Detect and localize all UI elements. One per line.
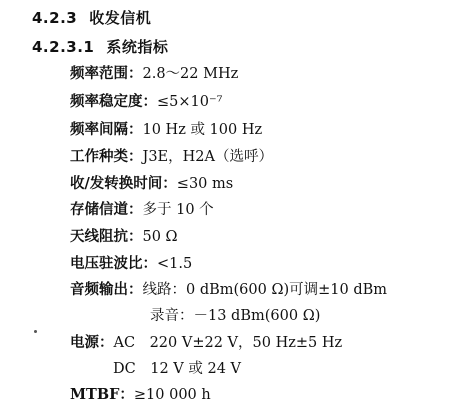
spec-value: AC 220 V±22 V，50 Hz±5 Hz xyxy=(113,335,343,351)
spec-vswr xyxy=(70,254,192,274)
print-speck xyxy=(34,330,37,333)
spec-frequency-stability xyxy=(70,92,222,112)
spec-value: 10 Hz 或 100 Hz xyxy=(142,122,263,138)
spec-label: 电压驻波比： xyxy=(70,255,157,272)
spec-value: <1.5 xyxy=(157,256,193,272)
spec-value: J3E，H2A（选呼） xyxy=(142,149,273,165)
subsection-number: 4.2.3.1 xyxy=(32,38,95,56)
section-heading xyxy=(32,7,151,28)
spec-audio-output-record xyxy=(150,306,320,326)
spec-value: 录音：－13 dBm(600 Ω) xyxy=(150,308,321,324)
spec-value: DC 12 V 或 24 V xyxy=(113,361,242,377)
spec-value: ≤5×10⁻⁷ xyxy=(157,94,223,110)
spec-value: 50 Ω xyxy=(142,229,178,245)
spec-label: 收/发转换时间： xyxy=(70,175,177,192)
spec-frequency-range xyxy=(70,64,238,84)
spec-label: 频率范围： xyxy=(70,65,143,82)
spec-label: 电源： xyxy=(70,334,114,351)
spec-mtbf xyxy=(70,385,211,405)
spec-label: 天线阻抗： xyxy=(70,228,143,245)
spec-memory-channels xyxy=(70,200,214,220)
spec-audio-output-line xyxy=(70,280,387,300)
spec-power-dc xyxy=(113,359,241,379)
spec-value: ≤30 ms xyxy=(176,176,234,192)
spec-frequency-spacing xyxy=(70,120,262,140)
spec-value: 线路：0 dBm(600 Ω)可调±10 dBm xyxy=(142,282,388,298)
spec-label: 频率间隔： xyxy=(70,121,143,138)
spec-label: 工作种类： xyxy=(70,148,143,165)
spec-label: MTBF： xyxy=(70,386,134,403)
spec-value: ≥10 000 h xyxy=(133,387,211,403)
spec-switch-time xyxy=(70,174,233,194)
subsection-heading xyxy=(32,36,168,57)
spec-operating-mode xyxy=(70,147,273,167)
spec-antenna-impedance xyxy=(70,227,178,247)
spec-label: 频率稳定度： xyxy=(70,93,157,110)
spec-value: 多于 10 个 xyxy=(142,202,214,218)
subsection-title: 系统指标 xyxy=(106,38,169,56)
section-title: 收发信机 xyxy=(89,9,152,27)
section-number: 4.2.3 xyxy=(32,9,78,27)
spec-power-ac xyxy=(70,333,342,353)
spec-label: 存储信道： xyxy=(70,201,143,218)
spec-value: 2.8～22 MHz xyxy=(142,66,239,82)
spec-label: 音频输出： xyxy=(70,281,143,298)
